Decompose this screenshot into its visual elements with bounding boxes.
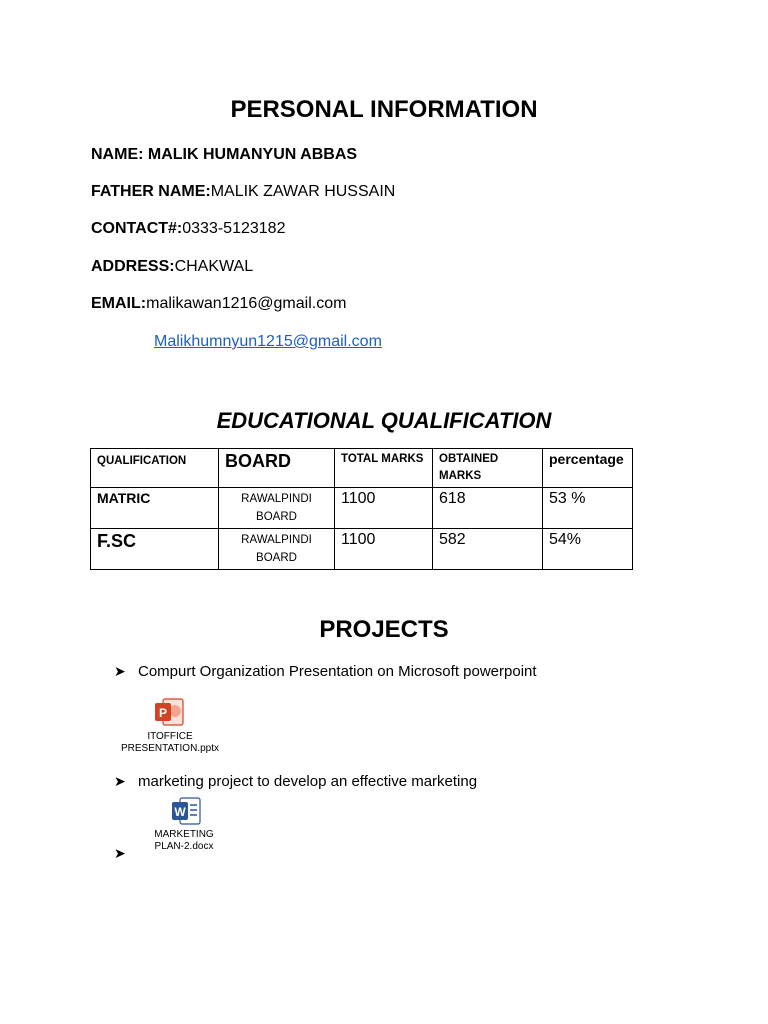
obtained-marks-cell: 582: [433, 529, 543, 570]
address-line: ADDRESS:CHAKWAL: [91, 258, 254, 275]
svg-text:W: W: [174, 805, 186, 819]
personal-information-heading: PERSONAL INFORMATION: [230, 96, 538, 123]
word-file-icon[interactable]: [170, 796, 202, 826]
table-header-row: [91, 449, 633, 488]
column-header-total-marks: TOTAL MARKS: [335, 449, 433, 488]
arrow-bullet-icon: ➤: [114, 845, 126, 861]
board-cell: RAWALPINDI BOARD: [219, 529, 335, 570]
obtained-marks-cell: 618: [433, 488, 543, 529]
table-row: [91, 488, 633, 529]
arrow-bullet-icon: ➤: [114, 773, 126, 789]
father-name-line: FATHER NAME:MALIK ZAWAR HUSSAIN: [91, 183, 396, 200]
column-header-board: BOARD: [219, 449, 335, 488]
contact-line: CONTACT#:0333-5123182: [91, 220, 286, 237]
total-marks-cell: 1100: [335, 488, 433, 529]
projects-heading: PROJECTS: [319, 616, 449, 643]
total-marks-cell: 1100: [335, 529, 433, 570]
percentage-cell: 53 %: [543, 488, 633, 529]
table-row: [91, 529, 633, 570]
name-line: NAME: MALIK HUMANYUN ABBAS: [91, 146, 358, 163]
qualification-cell: F.SC: [91, 529, 219, 570]
project-item: ➤ Compurt Organization Presentation on Microsoft powerpoint: [114, 663, 537, 680]
qualification-cell: MATRIC: [91, 488, 219, 529]
pptx-file-label[interactable]: ITOFFICE PRESENTATION.pptx: [121, 731, 219, 754]
education-table: [90, 448, 633, 570]
project-item: ➤ marketing project to develop an effective marketing: [114, 773, 478, 790]
svg-text:P: P: [158, 706, 168, 720]
column-header-qualification: QUALIFICATION: [91, 449, 219, 488]
email-line: EMAIL:malikawan1216@gmail.com: [91, 295, 347, 312]
column-header-percentage: percentage: [543, 449, 633, 488]
alternate-email-link[interactable]: Malikhumnyun1215@gmail.com: [154, 333, 382, 350]
percentage-cell: 54%: [543, 529, 633, 570]
docx-file-label[interactable]: MARKETING PLAN-2.docx: [154, 829, 214, 852]
arrow-bullet-icon: ➤: [114, 663, 126, 679]
powerpoint-file-icon[interactable]: [153, 697, 185, 727]
board-cell: RAWALPINDI BOARD: [219, 488, 335, 529]
project-item: [114, 845, 138, 862]
column-header-obtained-marks: OBTAINED MARKS: [433, 449, 543, 488]
educational-qualification-heading: EDUCATIONAL QUALIFICATION: [216, 408, 552, 433]
